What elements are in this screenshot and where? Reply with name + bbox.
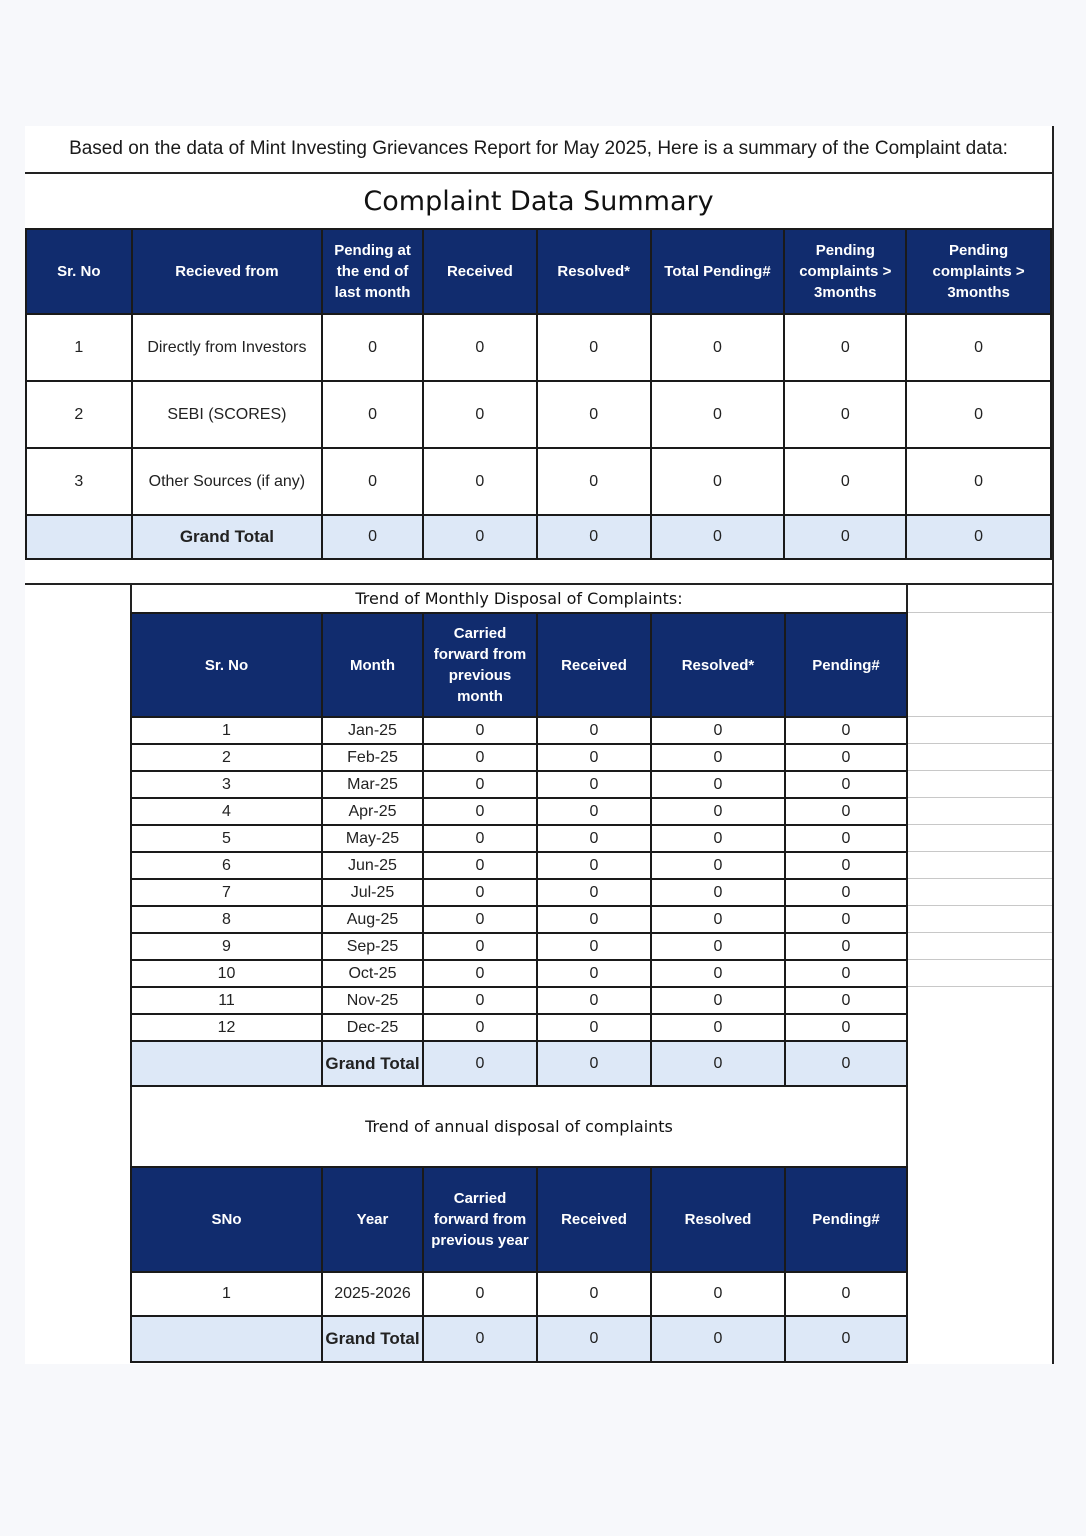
header-pending: Pending#: [785, 613, 907, 717]
cell: 0: [785, 744, 907, 771]
header-pending-last-month: Pending at the end of last month: [322, 229, 423, 314]
cell: 1: [131, 717, 322, 744]
cell: 0: [785, 1272, 907, 1316]
header-month: Month: [322, 613, 423, 717]
cell: 0: [784, 314, 906, 381]
cell: 0: [322, 448, 423, 515]
header-received: Received: [537, 1167, 651, 1272]
cell: 0: [423, 798, 537, 825]
cell: 0: [537, 933, 651, 960]
cell: Aug-25: [322, 906, 423, 933]
annual-header-row: [131, 1167, 907, 1272]
cell: Dec-25: [322, 1014, 423, 1041]
header-received: Received: [423, 229, 537, 314]
cell: 0: [785, 798, 907, 825]
cell: [131, 1316, 322, 1362]
cell: 3: [131, 771, 322, 798]
header-pending-3months: Pending complaints > 3months: [784, 229, 906, 314]
cell: May-25: [322, 825, 423, 852]
table-row: [26, 448, 1051, 515]
table-row: [26, 314, 1051, 381]
summary-title: Complaint Data Summary: [363, 185, 714, 217]
header-sr-no: Sr. No: [26, 229, 132, 314]
cell: 0: [651, 879, 785, 906]
cell: 0: [785, 717, 907, 744]
cell: 0: [537, 717, 651, 744]
cell: 0: [906, 515, 1051, 559]
cell: 0: [537, 1316, 651, 1362]
cell: 0: [423, 933, 537, 960]
annual-trend-table: [130, 1166, 908, 1363]
cell: 0: [651, 798, 785, 825]
cell: 0: [784, 515, 906, 559]
cell: 0: [651, 515, 785, 559]
table-row: [131, 852, 907, 879]
cell: 0: [785, 906, 907, 933]
report-sheet: [25, 126, 1054, 1364]
header-year: Year: [322, 1167, 423, 1272]
grand-total-label: Grand Total: [322, 1316, 423, 1362]
cell: 0: [537, 852, 651, 879]
cell: 0: [651, 960, 785, 987]
cell: 1: [131, 1272, 322, 1316]
cell: SEBI (SCORES): [132, 381, 322, 448]
cell: 0: [537, 515, 651, 559]
cell: 0: [785, 1041, 907, 1086]
cell: 5: [131, 825, 322, 852]
header-resolved: Resolved*: [651, 613, 785, 717]
table-row: [131, 825, 907, 852]
cell: Jul-25: [322, 879, 423, 906]
cell: 0: [785, 771, 907, 798]
cell: 2: [26, 381, 132, 448]
cell: 0: [906, 314, 1051, 381]
grand-total-label: Grand Total: [132, 515, 322, 559]
header-pending: Pending#: [785, 1167, 907, 1272]
cell: 0: [651, 1316, 785, 1362]
cell: 0: [651, 1014, 785, 1041]
monthly-trend-table: [130, 612, 908, 1087]
table-row: [26, 381, 1051, 448]
cell: 0: [537, 987, 651, 1014]
grand-total-row: [131, 1316, 907, 1362]
cell: 0: [537, 1014, 651, 1041]
header-pending-3months-2: Pending complaints > 3months: [906, 229, 1051, 314]
cell: 0: [537, 825, 651, 852]
cell: 0: [651, 852, 785, 879]
sheet-gridlines: [908, 585, 1052, 988]
cell: 0: [322, 381, 423, 448]
table-row: [131, 933, 907, 960]
header-carried-forward: Carried forward from previous month: [423, 613, 537, 717]
cell: 10: [131, 960, 322, 987]
cell: 0: [785, 933, 907, 960]
cell: 0: [651, 1041, 785, 1086]
table-row: [131, 798, 907, 825]
header-received-from: Recieved from: [132, 229, 322, 314]
header-resolved: Resolved: [651, 1167, 785, 1272]
cell: 0: [423, 987, 537, 1014]
cell: 0: [537, 744, 651, 771]
cell: 0: [537, 314, 651, 381]
cell: 0: [423, 717, 537, 744]
table-row: [131, 960, 907, 987]
cell: 0: [322, 515, 423, 559]
cell: 0: [785, 960, 907, 987]
cell: Jan-25: [322, 717, 423, 744]
cell: 0: [537, 960, 651, 987]
cell: Oct-25: [322, 960, 423, 987]
cell: 0: [651, 987, 785, 1014]
cell: 0: [537, 906, 651, 933]
cell: 0: [423, 381, 537, 448]
cell: 0: [651, 825, 785, 852]
cell: 7: [131, 879, 322, 906]
cell: 8: [131, 906, 322, 933]
cell: 0: [423, 314, 537, 381]
cell: 0: [784, 381, 906, 448]
cell: 0: [785, 825, 907, 852]
cell: 0: [537, 381, 651, 448]
header-total-pending: Total Pending#: [651, 229, 785, 314]
cell: 0: [537, 1041, 651, 1086]
cell: 0: [423, 879, 537, 906]
cell: 0: [423, 448, 537, 515]
header-sno: SNo: [131, 1167, 322, 1272]
cell: 0: [423, 1316, 537, 1362]
cell: 6: [131, 852, 322, 879]
monthly-header-row: [131, 613, 907, 717]
cell: [131, 1041, 322, 1086]
cell: Nov-25: [322, 987, 423, 1014]
table-row: [131, 771, 907, 798]
cell: 0: [423, 744, 537, 771]
cell: 0: [906, 448, 1051, 515]
cell: 9: [131, 933, 322, 960]
cell: Other Sources (if any): [132, 448, 322, 515]
cell: 0: [423, 1272, 537, 1316]
table-row: [131, 717, 907, 744]
cell: 0: [537, 1272, 651, 1316]
cell: 0: [423, 852, 537, 879]
cell: 11: [131, 987, 322, 1014]
cell: Sep-25: [322, 933, 423, 960]
table-row: [131, 744, 907, 771]
cell: 0: [784, 448, 906, 515]
table-row: [131, 987, 907, 1014]
table-row: [131, 1014, 907, 1041]
annual-trend-title: Trend of annual disposal of complaints: [130, 1087, 908, 1166]
cell: 0: [651, 314, 785, 381]
cell: 0: [651, 381, 785, 448]
table-row: [131, 879, 907, 906]
cell: 0: [423, 515, 537, 559]
cell: 0: [785, 852, 907, 879]
cell: Mar-25: [322, 771, 423, 798]
cell: 0: [651, 448, 785, 515]
cell: 0: [651, 933, 785, 960]
cell: 0: [906, 381, 1051, 448]
cell: 1: [26, 314, 132, 381]
cell: 0: [785, 879, 907, 906]
cell: 0: [423, 825, 537, 852]
table-row: [131, 906, 907, 933]
section-divider: [25, 558, 1052, 585]
cell: 2: [131, 744, 322, 771]
grand-total-label: Grand Total: [322, 1041, 423, 1086]
cell: Directly from Investors: [132, 314, 322, 381]
cell: 0: [322, 314, 423, 381]
header-received: Received: [537, 613, 651, 717]
complaint-summary-table: [25, 228, 1052, 560]
cell: 0: [651, 906, 785, 933]
cell: 0: [651, 744, 785, 771]
header-resolved: Resolved*: [537, 229, 651, 314]
cell: 0: [651, 771, 785, 798]
cell: Feb-25: [322, 744, 423, 771]
intro-text: Based on the data of Mint Investing Grievances Report for May 2025, Here is a summary of the Complaint data:: [25, 126, 1052, 174]
cell: 0: [537, 771, 651, 798]
grand-total-row: [26, 515, 1051, 559]
cell: 0: [785, 1014, 907, 1041]
cell: 0: [423, 1041, 537, 1086]
cell: 0: [651, 717, 785, 744]
grand-total-row: [131, 1041, 907, 1086]
cell: 0: [423, 1014, 537, 1041]
cell: 0: [423, 906, 537, 933]
cell: 0: [651, 1272, 785, 1316]
cell: Jun-25: [322, 852, 423, 879]
cell: 0: [785, 1316, 907, 1362]
cell: Apr-25: [322, 798, 423, 825]
cell: [26, 515, 132, 559]
cell: 2025-2026: [322, 1272, 423, 1316]
header-carried-forward: Carried forward from previous year: [423, 1167, 537, 1272]
cell: 3: [26, 448, 132, 515]
cell: 0: [785, 987, 907, 1014]
header-sr-no: Sr. No: [131, 613, 322, 717]
summary-header-row: [26, 229, 1051, 314]
cell: 4: [131, 798, 322, 825]
cell: 0: [423, 771, 537, 798]
cell: 0: [537, 879, 651, 906]
cell: 0: [537, 798, 651, 825]
monthly-trend-title: Trend of Monthly Disposal of Complaints:: [130, 585, 908, 612]
cell: 0: [537, 448, 651, 515]
cell: 12: [131, 1014, 322, 1041]
table-row: [131, 1272, 907, 1316]
cell: 0: [423, 960, 537, 987]
